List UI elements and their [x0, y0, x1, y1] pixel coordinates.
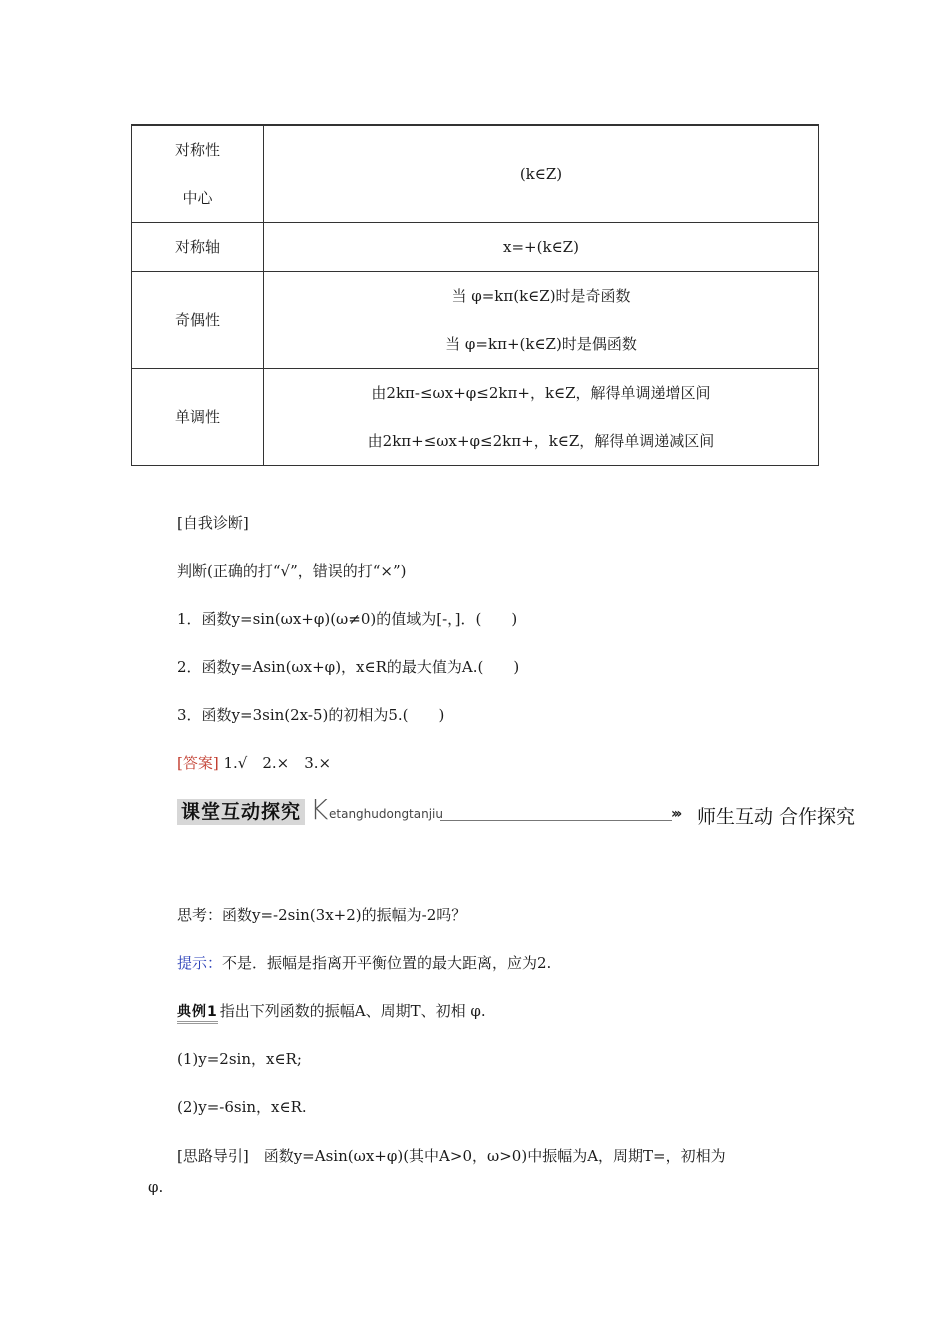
banner-pinyin: etanghudongtanjiu: [329, 807, 443, 821]
banner-right-text: 师生互动 合作探究: [697, 806, 856, 828]
section-banner: [177, 793, 856, 829]
row-content: [264, 272, 819, 369]
chevron-right-icon: ›››: [671, 806, 680, 822]
guide-line: [思路导引] 函数y=Asin(ωx+φ)(其中A>0，ω>0)中振幅为A，周期T=，初相为: [177, 1147, 726, 1165]
hint-label: 提示：: [177, 954, 223, 972]
row-content: x=+(k∈Z): [264, 223, 819, 272]
row-content: [264, 126, 819, 223]
answer-line: [177, 752, 331, 773]
table-row-monotonicity: [132, 369, 819, 466]
row-content-line: (k∈Z): [519, 165, 563, 183]
diagnosis-instruction: 判断(正确的打“√”，错误的打“×”): [177, 562, 407, 580]
example-text: 指出下列函数的振幅A、周期T、初相 φ.: [219, 1002, 486, 1020]
example-line: [177, 1000, 486, 1024]
row-label-line: 对称性: [174, 141, 220, 159]
row-content: [264, 369, 819, 466]
banner-rule: [440, 820, 672, 821]
diagnosis-heading: [自我诊断]: [177, 514, 249, 532]
example-subitem: (2)y=-6sin，x∈R.: [177, 1098, 307, 1116]
properties-table: [131, 124, 819, 466]
row-label: 单调性: [132, 369, 264, 466]
diagnosis-item: 3．函数y=3sin(2x-5)的初相为5.( ): [177, 706, 445, 724]
row-label-line: 中心: [182, 189, 213, 207]
table-row-parity: [132, 272, 819, 369]
hint-line: [177, 952, 551, 973]
row-label: 奇偶性: [132, 272, 264, 369]
hint-text: 不是．振幅是指离开平衡位置的最大距离，应为2.: [222, 954, 552, 972]
table-row-symmetry-center: [132, 126, 819, 223]
banner-title: 课堂互动探究: [177, 799, 305, 825]
row-content-line: 当 φ=kπ+(k∈Z)时是偶函数: [445, 335, 637, 353]
answer-label: [答案]: [177, 754, 219, 772]
diagnosis-item: 2．函数y=Asin(ωx+φ)，x∈R的最大值为A.( ): [177, 658, 520, 676]
guide-line-continuation: φ.: [148, 1178, 164, 1196]
row-label: 对称轴: [132, 223, 264, 272]
row-content-line: 由2kπ-≤ωx+φ≤2kπ+，k∈Z，解得单调递增区间: [371, 384, 711, 402]
table-row-symmetry-axis: [132, 223, 819, 272]
row-content-line: 由2kπ+≤ωx+φ≤2kπ+，k∈Z，解得单调递减区间: [367, 432, 715, 450]
row-label: [132, 126, 264, 223]
answer-text: 1.√ 2.× 3.×: [223, 754, 332, 772]
banner-big-letter: K: [310, 793, 329, 826]
row-content-line: 当 φ=kπ(k∈Z)时是奇函数: [451, 287, 631, 305]
diagnosis-item: 1．函数y=sin(ωx+φ)(ω≠0)的值域为[-，]．( ): [177, 610, 518, 628]
example-subitem: (1)y=2sin，x∈R;: [177, 1050, 302, 1068]
example-label: 典例1: [177, 1001, 218, 1024]
think-question: 思考：函数y=-2sin(3x+2)的振幅为-2吗？: [177, 906, 467, 924]
